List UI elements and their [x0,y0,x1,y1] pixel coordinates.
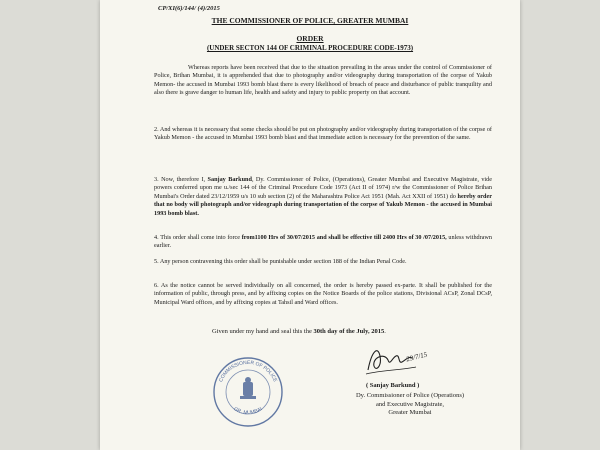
paragraph-3-order: hereby order that no body will photograph and/or videograph during transportation of the corpse of Yakub Memon - the accused in Mumbai 1993 bomb blast. [154,192,492,217]
paragraph-3-body: , Dy. Commissioner of Police, (Operations), Greater Mumbai and Executive Magistrate, vide powers conferred upon me u./sec 144 of the Criminal Procedure Code 1973 (Act II of 1974) r/w the Commissioner of Police Brihan Mumbai's Order dated 23/12/1959 u/s 10 sub section (2) of the Maharashtra Police Act 1951 (Mah. Act XXII of 1951) do [154,176,492,200]
order-subtitle: (UNDER SECTON 144 OF CRIMINAL PROCEDURE CODE-1973) [206,44,414,52]
seal-top-text: COMMISSIONER OF POLICE [218,359,278,384]
paragraph-6: 6. As the notice cannot be served individually on all concerned, the order is hereby passed ex-parte. It shall be published for the information of public, through press, and by affixing copies on the Notice Boards of the police stations, Divisional ACsP, Zonal DCsP, Municipal Ward offices, and by affixing copies at Tahsil and Ward offices. [154,282,492,306]
signatory-designation [310,392,510,418]
handwritten-signature [362,340,432,380]
effective-period: from1100 Hrs of 30/07/2015 and shall be effective till 2400 Hrs of 30 /07/2015, [241,234,447,241]
emblem-icon [240,377,256,399]
designation-line-3: Greater Mumbai [388,409,432,417]
officer-name: Sanjay Barkund [207,176,252,183]
paragraph-1: Whereas reports have been received that due to the situation prevailing in the areas under the control of Commissioner of Police, Brihan Mumbai, it is apprehended that due to photography and/or videography during transportation of the corpse of Yakub Memon- the accused in Mumbai 1993 bomb blast there is every likelihood of breach of peace and disturbance of public tranquility and also there is grave danger to human life, health and safety and injury to public property on that account. [154,64,492,97]
paragraph-3 [154,176,492,218]
paragraph-4-end: unless withdrawn earlier. [154,234,492,250]
paragraph-2: 2. And whereas it is necessary that some checks should be put on photography and/or videography during transportation of the corpse of Yakub Memon - the accused in Mumbai 1993 bomb blast and that immediate action is necessary for the prevention of the same. [154,126,492,142]
designation-line-1: Dy. Commissioner of Police (Operations) [355,392,465,399]
given-date: 30th day of the July, 2015 [313,328,385,335]
paragraph-4-intro: 4. This order shall come into force [154,234,242,241]
given-intro: Given under my hand and seal this the [212,328,314,335]
reference-number: CP/XI(6)/144/ (4)/2015 [158,5,220,12]
paragraph-5: 5. Any person contravening this order shall be punishable under section 188 of the Indian Penal Code. [154,258,407,265]
given-end: . [384,328,386,335]
designation-line-2: and Executive Magistrate, [375,400,445,408]
signatory-name: ( Sanjay Barkund ) [366,382,420,389]
paragraph-3-intro: 3. Now, therefore I, [154,176,208,183]
seal-bottom-text: GR. MUMBAI [232,406,264,417]
signature-date: 29/7/15 [405,350,429,364]
police-seal-stamp [210,352,286,432]
given-under-hand [212,328,386,335]
authority-heading: THE COMMISSIONER OF POLICE, GREATER MUMBAI [211,16,409,25]
order-title: ORDER [296,34,324,43]
order-document [100,0,520,450]
paragraph-4 [154,234,492,251]
